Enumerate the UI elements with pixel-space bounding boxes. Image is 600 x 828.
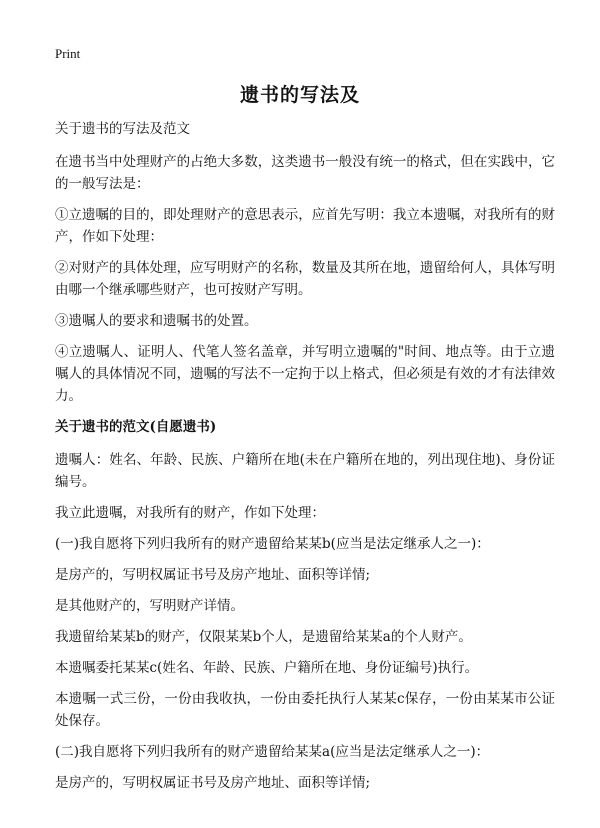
- print-link[interactable]: Print: [55, 46, 81, 61]
- sample-paragraph: 本遗嘱一式三份，一份由我收执，一份由委托执行人某某c保存，一份由某某市公证处保存。: [55, 691, 555, 729]
- sample-paragraph: 是其他财产的，写明财产详情。: [55, 598, 244, 614]
- sample-paragraph: (二)我自愿将下列归我所有的财产遗留给某某a(应当是法定继承人之一)：: [55, 744, 490, 760]
- section-heading: 关于遗书的范文(自愿遗书): [55, 419, 217, 435]
- sample-paragraph: (一)我自愿将下列归我所有的财产遗留给某某b(应当是法定继承人之一)：: [55, 536, 490, 552]
- sample-paragraph: 是房产的，写明权属证书号及房产地址、面积等详情;: [55, 775, 371, 791]
- body-paragraph: ②对财产的具体处理，应写明财产的名称，数量及其所在地，遗留给何人，具体写明由哪一个继承哪些财产，也可按财产写明。: [55, 260, 555, 298]
- page-title: 遗书的写法及: [239, 84, 360, 106]
- sample-paragraph: 遗嘱人：姓名、年龄、民族、户籍所在地(未在户籍所在地的，列出现住地)、身份证编号。: [55, 452, 555, 490]
- sample-paragraph: 本遗嘱委托某某c(姓名、年龄、民族、户籍所在地、身份证编号)执行。: [55, 660, 479, 676]
- document-subtitle: 关于遗书的写法及范文: [55, 121, 190, 137]
- sample-paragraph: 是房产的，写明权属证书号及房产地址、面积等详情;: [55, 567, 371, 583]
- document-body: [55, 118, 555, 803]
- sample-paragraph: 我立此遗嘱，对我所有的财产，作如下处理：: [55, 505, 325, 521]
- sample-paragraph: 我遗留给某某b的财产，仅限某某b个人，是遗留给某某a的个人财产。: [55, 629, 472, 645]
- body-paragraph: ④立遗嘱人、证明人、代笔人签名盖章，并写明立遗嘱的"时间、地点等。由于立遗嘱人的具体情况不同，遗嘱的写法不一定拘于以上格式，但必须是有效的才有法律效力。: [55, 344, 555, 404]
- body-paragraph: ①立遗嘱的目的，即处理财产的意思表示，应首先写明：我立本遗嘱，对我所有的财产，作如下处理：: [55, 207, 555, 245]
- body-paragraph: 在遗书当中处理财产的占绝大多数，这类遗书一般没有统一的格式，但在实践中，它的一般写法是：: [55, 154, 555, 192]
- body-paragraph: ③遗嘱人的要求和遗嘱书的处置。: [55, 313, 258, 329]
